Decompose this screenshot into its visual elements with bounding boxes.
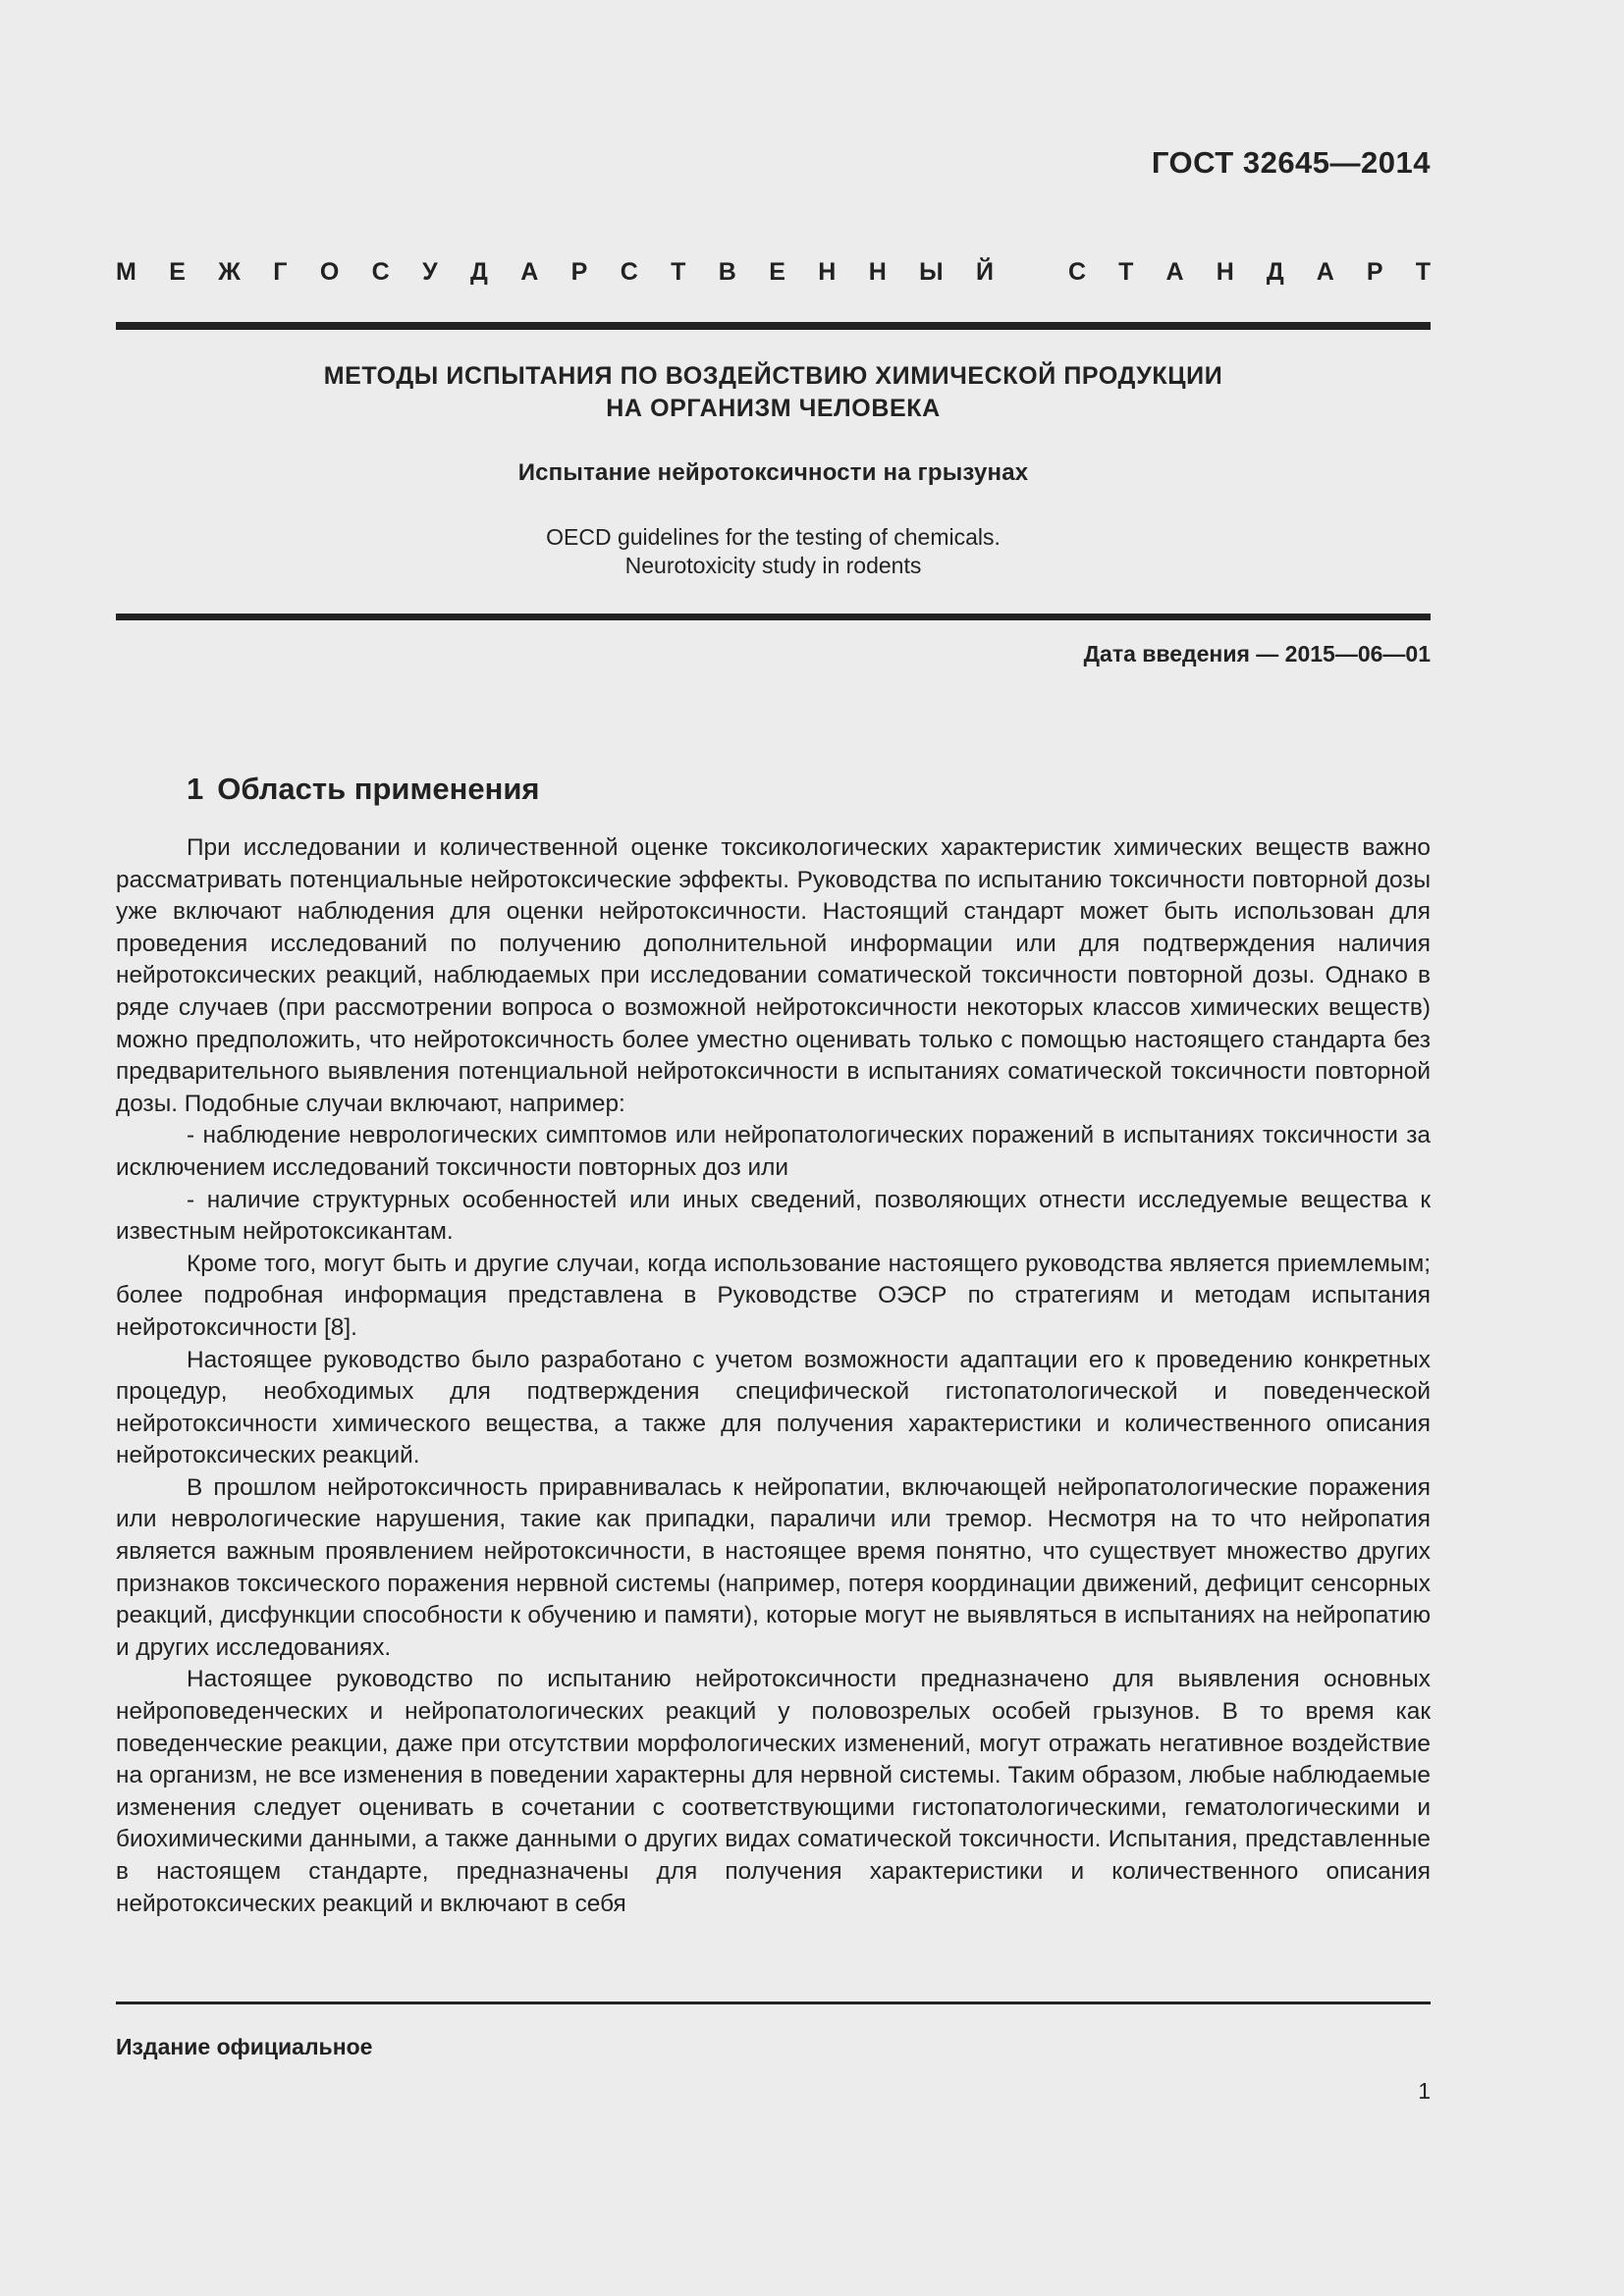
- paragraph: Настоящее руководство по испытанию нейротоксичности предназначено для выявления основных нейроповеденческих и нейропатологических реакций у половозрелых особей грызунов. В то время как поведенческие реакции, даже при отсутствии морфологических изменений, могут отражать негативное воздействие на организм, не все изменения в поведении характерны для нервной системы. Таким образом, любые наблюдаемые изменения следует оценивать в сочетании с соответствующими гистопатологическими, гематологическими и биохимическими данными, а также данными о других видах соматической токсичности. Испытания, представленные в настоящем стандарте, предназначены для получения характеристики и количественного описания нейротоксических реакций и включают в себя: [116, 1666, 1431, 1917]
- english-title: [116, 523, 1431, 580]
- letter: С: [371, 258, 390, 286]
- section-heading: [187, 772, 540, 807]
- english-title-line-2: Neurotoxicity study in rodents: [624, 553, 922, 578]
- paragraph: Кроме того, могут быть и другие случаи, когда использование настоящего руководства является приемлемым; более подробная информация представлена в Руководстве ОЭСР по стратегиям и методам испытания нейротоксичности [8].: [116, 1250, 1431, 1341]
- letter: А: [1316, 258, 1334, 286]
- letter: С: [1068, 258, 1087, 286]
- document-number: ГОСТ 32645—2014: [1151, 145, 1431, 180]
- letter: Н: [868, 258, 887, 286]
- letter: Е: [169, 258, 186, 286]
- paragraph: При исследовании и количественной оценке токсикологических характеристик химических веществ важно рассматривать потенциальные нейротоксические эффекты. Руководства по испытанию токсичности повторной дозы уже включают наблюдения для оценки нейротоксичности. Настоящий стандарт может быть использован для проведения исследований по получению дополнительной информации или для подтверждения наличия нейротоксических реакций, наблюдаемых при исследовании соматической токсичности повторной дозы. Однако в ряде случаев (при рассмотрении вопроса о возможной нейротоксичности некоторых классов химических веществ) можно предположить, что нейротоксичность более уместно оценивать только с помощью настоящего стандарта без предварительного выявления потенциальной нейротоксичности в испытаниях соматической токсичности повторной дозы. Подобные случаи включают, например:: [116, 834, 1431, 1117]
- section-number: 1: [187, 772, 204, 806]
- letter: М: [116, 258, 136, 286]
- paragraph: В прошлом нейротоксичность приравнивалась к нейропатии, включающей нейропатологические поражения или неврологические нарушения, такие как припадки, параличи или тремор. Несмотря на то что нейропатия является важным проявлением нейротоксичности, в настоящее время понятно, что существует множество других признаков токсического поражения нервной системы (например, потеря координации движений, дефицит сенсорных реакций, дисфункции способности к обучению и памяти), которые могут не выявляться в испытаниях на нейропатию и других исследованиях.: [116, 1473, 1431, 1661]
- letter: В: [718, 258, 736, 286]
- letter: Д: [1266, 258, 1284, 286]
- letter: С: [620, 258, 638, 286]
- top-divider: [116, 322, 1431, 330]
- letter: Т: [671, 258, 686, 286]
- subtitle: Испытание нейротоксичности на грызунах: [517, 459, 1029, 486]
- page-number: 1: [1418, 2078, 1431, 2104]
- footer-divider: [116, 2002, 1431, 2004]
- standard-word: [1068, 258, 1431, 287]
- letter: Р: [1366, 258, 1383, 286]
- introduction-date: Дата введения — 2015—06—01: [1083, 641, 1431, 667]
- title-divider: [116, 614, 1431, 620]
- letter: Е: [769, 258, 785, 286]
- letter: Р: [570, 258, 588, 286]
- letter: Т: [1415, 258, 1431, 286]
- english-title-line-1: OECD guidelines for the testing of chemicals.: [546, 524, 1001, 550]
- paragraph: Настоящее руководство было разработано с учетом возможности адаптации его к проведению конкретных процедур, необходимых для подтверждения специфической гистопатологической и поведенческой нейротоксичности химического вещества, а также для получения характеристики и количественного описания нейротоксических реакций.: [116, 1346, 1431, 1469]
- interstate-word: [116, 258, 994, 287]
- letter: Й: [976, 258, 994, 286]
- main-title-line-1: МЕТОДЫ ИСПЫТАНИЯ ПО ВОЗДЕЙСТВИЮ ХИМИЧЕСКОЙ ПРОДУКЦИИ: [323, 362, 1223, 390]
- letter: А: [1165, 258, 1184, 286]
- letter: У: [422, 258, 438, 286]
- letter: А: [520, 258, 539, 286]
- letter: Т: [1118, 258, 1134, 286]
- section-body: [116, 832, 1431, 1920]
- letter: О: [319, 258, 340, 286]
- list-item: - наличие структурных особенностей или иных сведений, позволяющих отнести исследуемые вещества к известным нейротоксикантам.: [116, 1186, 1431, 1246]
- main-title: [116, 360, 1431, 425]
- letter: Н: [818, 258, 837, 286]
- official-edition-label: Издание официальное: [116, 2034, 373, 2059]
- main-title-line-2: НА ОРГАНИЗМ ЧЕЛОВЕКА: [606, 395, 941, 422]
- section-title: Область применения: [217, 772, 540, 806]
- letter: Ж: [218, 258, 241, 286]
- letter: Д: [470, 258, 488, 286]
- interstate-standard-heading: [116, 258, 1431, 287]
- letter: Ы: [919, 258, 944, 286]
- letter: Н: [1216, 258, 1234, 286]
- letter: Г: [273, 258, 288, 286]
- list-item: - наблюдение неврологических симптомов или нейропатологических поражений в испытаниях токсичности за исключением исследований токсичности повторных доз или: [116, 1122, 1431, 1181]
